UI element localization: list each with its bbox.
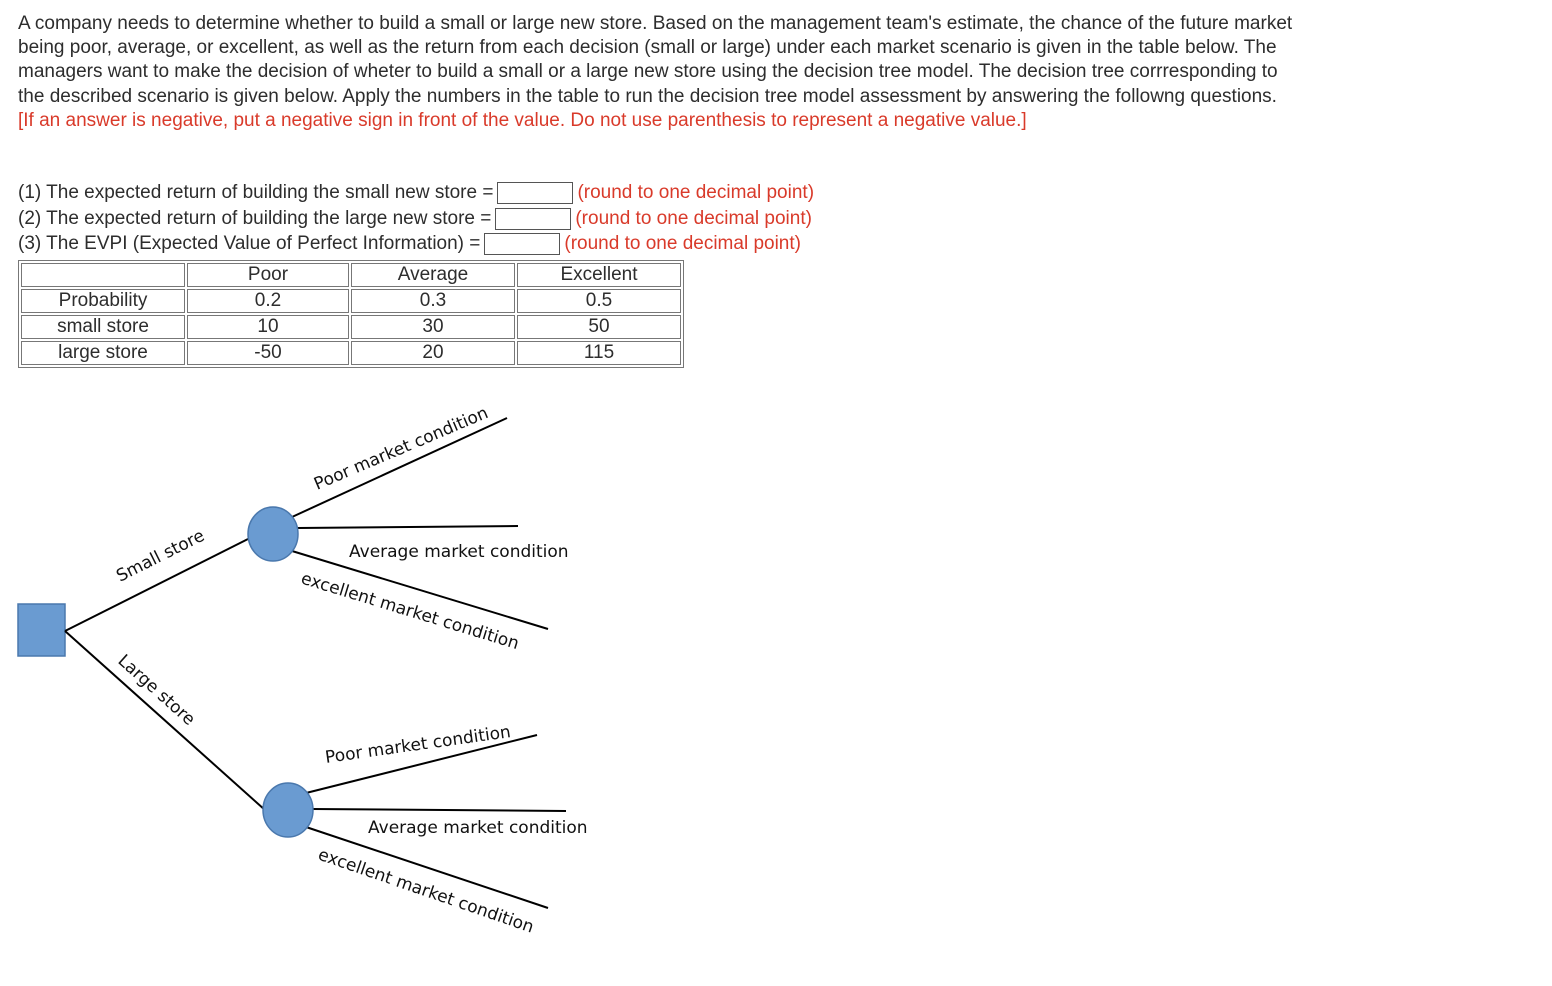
question-3 bbox=[18, 232, 801, 256]
table-cell: small store bbox=[21, 315, 185, 339]
large-chance-node bbox=[263, 783, 313, 837]
answer-2-input[interactable] bbox=[495, 208, 571, 230]
table-cell: 0.2 bbox=[187, 289, 349, 313]
table-cell: 0.3 bbox=[351, 289, 515, 313]
question-1-label: (1) The expected return of building the small new store = bbox=[18, 182, 494, 203]
table-cell: Probability bbox=[21, 289, 185, 313]
returns-table bbox=[18, 260, 684, 368]
large-excellent-label: excellent market condition bbox=[315, 844, 537, 938]
decision-tree bbox=[0, 380, 620, 970]
table-row bbox=[21, 341, 681, 365]
table-cell: 30 bbox=[351, 315, 515, 339]
table-header-row bbox=[21, 263, 681, 287]
question-1 bbox=[18, 181, 814, 205]
question-2 bbox=[18, 207, 812, 231]
large-average-line bbox=[312, 809, 566, 811]
table-header-cell: Average bbox=[351, 263, 515, 287]
table-header-cell bbox=[21, 263, 185, 287]
table-header-cell: Excellent bbox=[517, 263, 681, 287]
negative-value-note: [If an answer is negative, put a negative sign in front of the value. Do not use parenthesis to represent a negative value.] bbox=[18, 109, 1027, 131]
table-cell: 0.5 bbox=[517, 289, 681, 313]
small-poor-label: Poor market condition bbox=[311, 403, 492, 495]
table-cell: 20 bbox=[351, 341, 515, 365]
table-cell: large store bbox=[21, 341, 185, 365]
question-2-label: (2) The expected return of building the large new store = bbox=[18, 208, 492, 229]
large-average-label: Average market condition bbox=[368, 818, 588, 838]
table-cell: 10 bbox=[187, 315, 349, 339]
answer-3-input[interactable] bbox=[484, 233, 560, 255]
table-row bbox=[21, 289, 681, 313]
table-row bbox=[21, 315, 681, 339]
answer-1-input[interactable] bbox=[497, 182, 573, 204]
decision-node bbox=[18, 604, 65, 656]
problem-statement bbox=[18, 12, 1298, 133]
table-header-cell: Poor bbox=[187, 263, 349, 287]
question-3-note: (round to one decimal point) bbox=[564, 233, 801, 254]
small-poor-line bbox=[292, 418, 507, 517]
small-chance-node bbox=[248, 507, 298, 561]
table-cell: -50 bbox=[187, 341, 349, 365]
table-cell: 115 bbox=[517, 341, 681, 365]
table-cell: 50 bbox=[517, 315, 681, 339]
question-2-note: (round to one decimal point) bbox=[575, 208, 812, 229]
large-store-label: Large store bbox=[113, 650, 199, 730]
large-store-branch bbox=[65, 631, 265, 810]
problem-text: A company needs to determine whether to build a small or large new store. Based on the management team's estimate, the chance of the future market being poor, average, or excellent, as well as the return from each decision (small or large) under each market scenario is given in the table below. The managers want to make the decision of wheter to build a small or a large new store using the decision tree model. The decision tree corrresponding to the described scenario is given below. Apply the numbers in the table to run the decision tree model assessment by answering the followng questions. bbox=[18, 13, 1293, 107]
small-store-label: Small store bbox=[113, 525, 208, 587]
question-1-note: (round to one decimal point) bbox=[577, 182, 815, 203]
small-average-label: Average market condition bbox=[349, 542, 569, 562]
question-3-label: (3) The EVPI (Expected Value of Perfect Information) = bbox=[18, 233, 481, 254]
large-poor-label: Poor market condition bbox=[323, 722, 513, 768]
small-average-line bbox=[298, 526, 518, 528]
small-excellent-label: excellent market condition bbox=[298, 568, 522, 655]
